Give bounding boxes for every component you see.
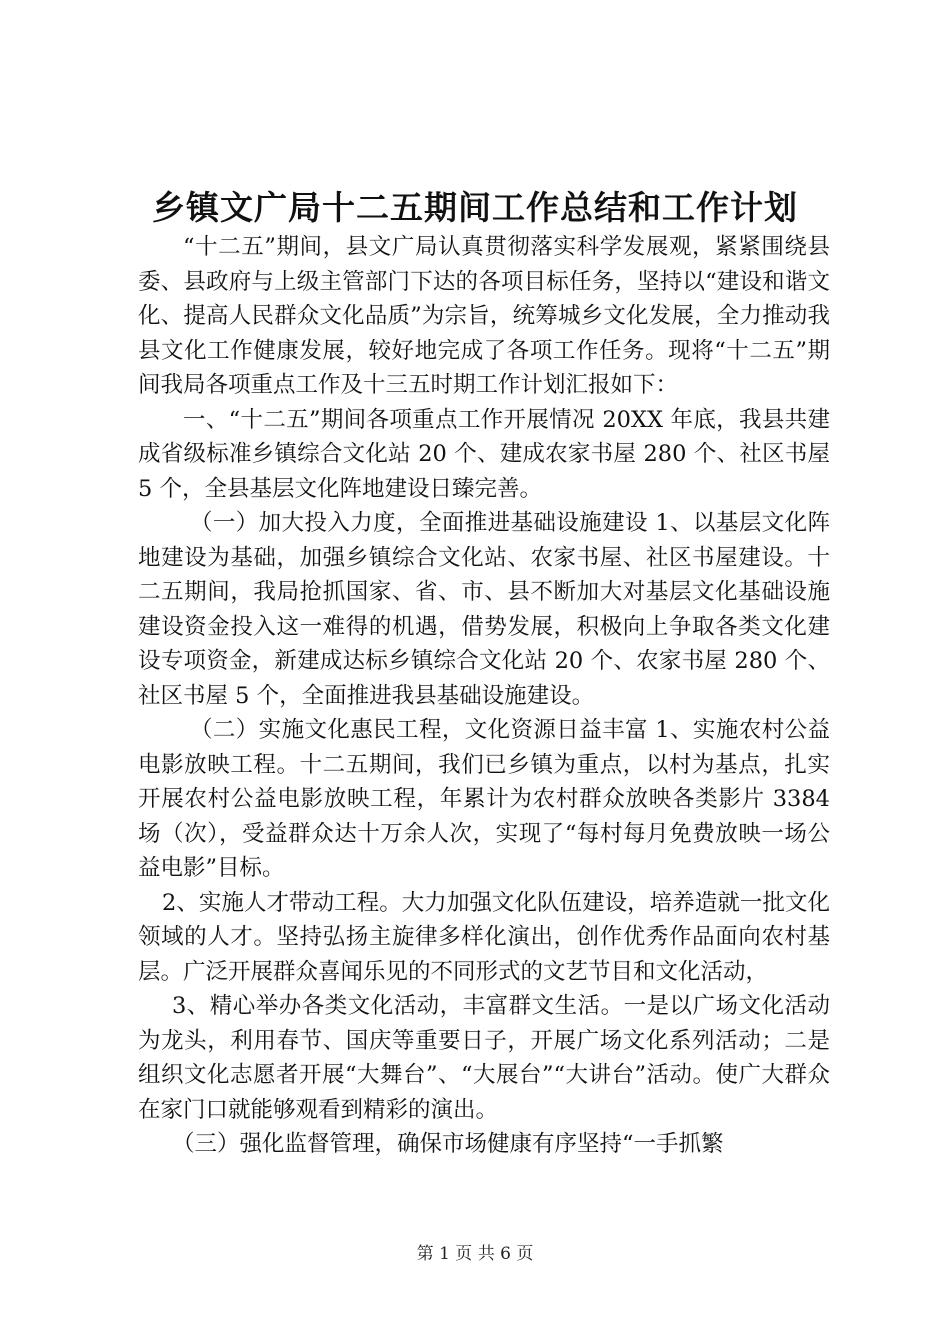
page-number-footer: 第 1 页 共 6 页 [416, 1244, 534, 1264]
paragraph-section-1: 一、“十二五”期间各项重点工作开展情况 20XX 年底，我县共建成省级标准乡镇综合文化站 20 个、建成农家书屋 280 个、社区书屋 5 个，全县基层文化阵地建设日臻完善。 [138, 406, 830, 502]
document-title: 乡镇文广局十二五期间工作总结和工作计划 [152, 188, 798, 227]
paragraph-item-3: 3、精心举办各类文化活动，丰富群文生活。一是以广场文化活动为龙头，利用春节、国庆等重要日子，开展广场文化系列活动；二是组织文化志愿者开展“大舞台”、“大展台”“大讲台”活动。使广大群众在家门口就能够观看到精彩的演出。 [138, 993, 830, 1123]
paragraph-item-2: 2、实施人才带动工程。大力加强文化队伍建设，培养造就一批文化领域的人才。坚持弘扬主旋律多样化演出，创作优秀作品面向农村基层。广泛开展群众喜闻乐见的不同形式的文艺节目和文化活动， [138, 889, 830, 985]
paragraph-subsection-2: （二）实施文化惠民工程，文化资源日益丰富 1、实施农村公益电影放映工程。十二五期间，我们已乡镇为重点，以村为基点，扎实开展农村公益电影放映工程，年累计为农村群众放映各类影片 3384 场（次），受益群众达十万余人次，实现了“每村每月免费放映一场公益电影”目标。 [138, 717, 830, 881]
document-body [138, 230, 830, 1162]
paragraph-intro: “十二五”期间，县文广局认真贯彻落实科学发展观，紧紧围绕县委、县政府与上级主管部门下达的各项目标任务，坚持以“建设和谐文化、提高人民群众文化品质”为宗旨，统筹城乡文化发展，全力推动我县文化工作健康发展，较好地完成了各项工作任务。现将“十二五”期间我局各项重点工作及十三五时期工作计划汇报如下： [138, 234, 830, 398]
paragraph-subsection-1: （一）加大投入力度，全面推进基础设施建设 1、以基层文化阵地建设为基础，加强乡镇综合文化站、农家书屋、社区书屋建设。十二五期间，我局抢抓国家、省、市、县不断加大对基层文化基础设施建设资金投入这一难得的机遇，借势发展，积极向上争取各类文化建设专项资金，新建成达标乡镇综合文化站 20 个、农家书屋 280 个、社区书屋 5 个，全面推进我县基础设施建设。 [138, 510, 830, 709]
paragraph-subsection-3: （三）强化监督管理，确保市场健康有序坚持“一手抓繁 [172, 1131, 724, 1157]
